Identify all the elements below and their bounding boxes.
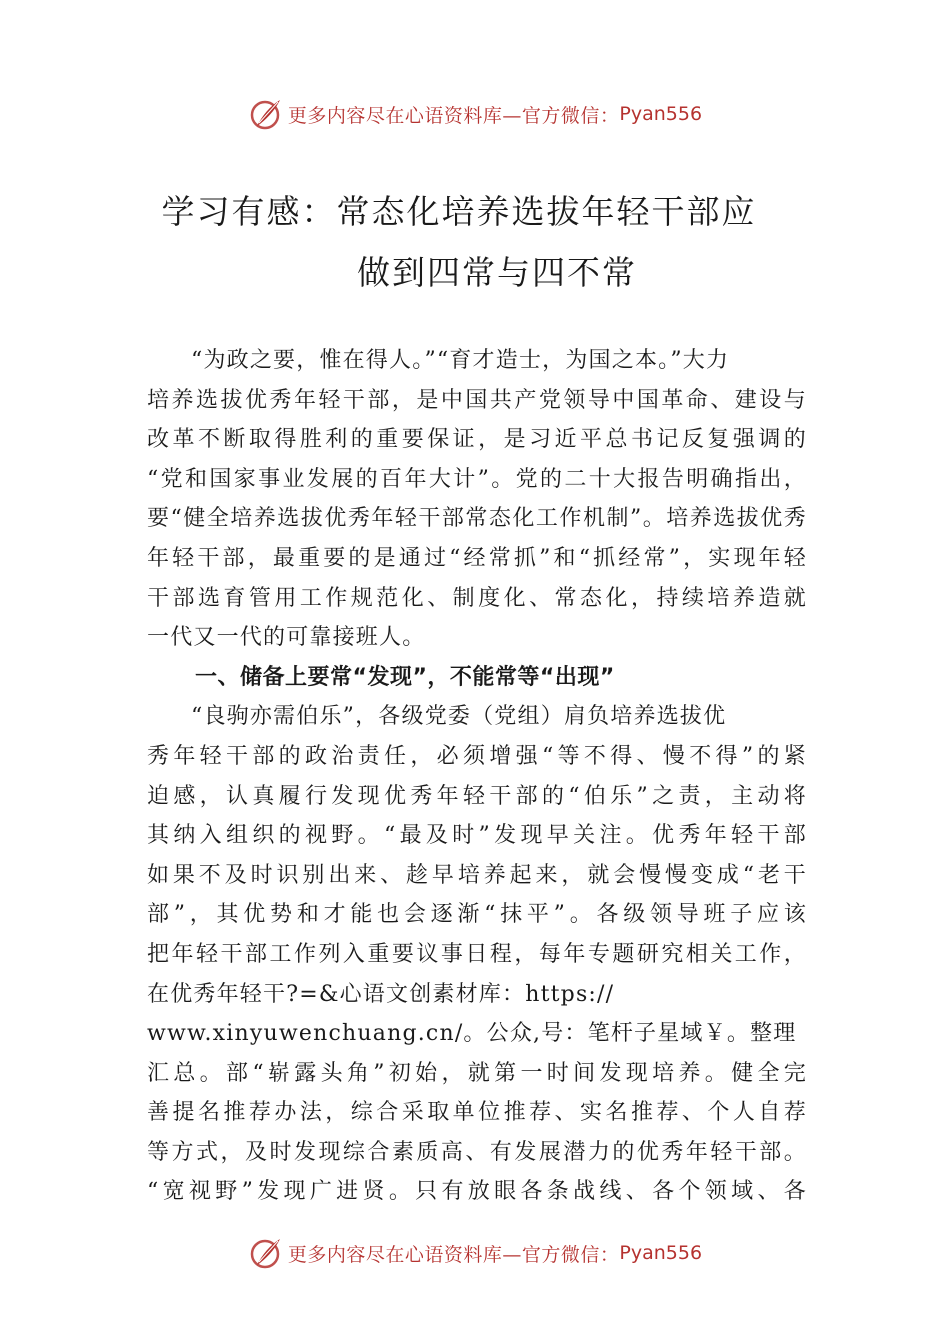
body-line: 培养选拔优秀年轻干部，是中国共产党领导中国革命、建设与 <box>147 387 807 413</box>
body-line: 如果不及时识别出来、趁早培养起来，就会慢慢变成“老干 <box>147 862 807 888</box>
document-title-line-2: 做到四常与四不常 <box>357 253 637 292</box>
body-line: 把年轻干部工作列入重要议事日程，每年专题研究相关工作， <box>147 941 807 967</box>
body-line: 一代又一代的可靠接班人。 <box>147 625 426 651</box>
banner-text: 更多内容尽在心语资料库—官方微信： <box>287 1243 620 1266</box>
body-line: 秀年轻干部的政治责任，必须增强“等不得、慢不得”的紧 <box>147 743 807 769</box>
body-line: www.xinyuwenchuang.cn/。公众,号：笔杆子星域￥。整理 <box>147 1021 797 1047</box>
body-line: 其纳入组织的视野。“最及时”发现早关注。优秀年轻干部 <box>147 823 807 849</box>
header-watermark-banner <box>0 94 950 134</box>
body-line: 改革不断取得胜利的重要保证，是习近平总书记反复强调的 <box>147 427 807 453</box>
body-line: 等方式，及时发现综合素质高、有发展潜力的优秀年轻干部。 <box>147 1139 807 1165</box>
section-heading: 一、储备上要常“发现”，不能常等“出现” <box>195 664 615 690</box>
body-line: 要“健全培养选拔优秀年轻干部常态化工作机制”。培养选拔优秀 <box>147 506 807 532</box>
banner-wechat-id: Pyan556 <box>619 103 703 125</box>
body-line: 部”，其优势和才能也会逐渐“抹平”。各级领导班子应该 <box>147 902 807 928</box>
body-line: 迫感，认真履行发现优秀年轻干部的“伯乐”之责，主动将 <box>147 783 807 809</box>
body-line: “良驹亦需伯乐”，各级党委（党组）肩负培养选拔优 <box>191 704 727 730</box>
body-line: 年轻干部，最重要的是通过“经常抓”和“抓经常”，实现年轻 <box>147 545 807 571</box>
feather-pen-logo-icon <box>248 96 284 132</box>
body-line: 在优秀年轻干?=&心语文创素材库：https:// <box>147 981 615 1007</box>
body-line: “党和国家事业发展的百年大计”。党的二十大报告明确指出， <box>147 466 807 492</box>
body-line: 干部选育管用工作规范化、制度化、常态化，持续培养造就 <box>147 585 807 611</box>
body-line: 善提名推荐办法，综合采取单位推荐、实名推荐、个人自荐 <box>147 1100 807 1126</box>
body-line: “为政之要，惟在得人。”“育才造士，为国之本。”大力 <box>191 348 730 373</box>
body-line: 汇总。部“崭露头角”初始，就第一时间发现培养。健全完 <box>147 1060 807 1086</box>
document-title-line-1: 学习有感：常态化培养选拔年轻干部应 <box>161 192 757 231</box>
banner-wechat-id: Pyan556 <box>619 1242 703 1264</box>
banner-text: 更多内容尽在心语资料库—官方微信： <box>287 104 620 127</box>
body-line: “宽视野”发现广进贤。只有放眼各条战线、各个领域、各 <box>147 1179 807 1205</box>
feather-pen-logo-icon <box>248 1235 284 1271</box>
document-body <box>147 341 807 1212</box>
footer-watermark-banner <box>0 1233 950 1273</box>
